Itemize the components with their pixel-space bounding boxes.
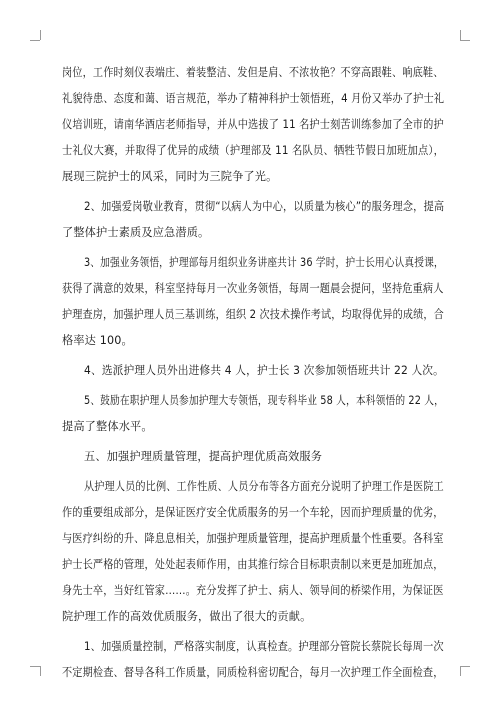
- paragraph-first-line: 从护理人员的比例、工作性质、人员分布等各方面充分说明了护理工作是医院工: [84, 480, 444, 493]
- text-line: 礼貌待患、态度和蔼、语言规范，举办了精神科护士领悟班，4 月份又举办了护士礼: [62, 92, 445, 105]
- text-line: 士礼仪大赛，并取得了优异的成绩（护理部及 11 名队员、牺牲节假日加班加点），: [62, 144, 445, 157]
- crop-mark-top-left-v: [40, 30, 41, 40]
- text-line: 格率达 100。: [62, 334, 133, 347]
- section-heading: 五、加强护理质量管理，提高护理优质高效服务: [84, 450, 323, 463]
- text-line: 获得了满意的效果，科室坚持每月一次业务领悟，每周一题晨会提问，坚持危重病人: [62, 282, 444, 295]
- crop-mark-top-left-h: [30, 40, 40, 41]
- paragraph-first-line: 5、鼓励在职护理人员参加护理大专领悟，现专科毕业 58 人，本科领悟的 22 人，: [84, 394, 444, 407]
- text-line: 与医疗纠纷的升、降息息相关，加强护理质量管理，提高护理质量个性重要。各科室: [62, 532, 444, 545]
- crop-mark-top-right-v: [460, 30, 461, 40]
- text-line: 了整体护士素质及应急潜质。: [62, 226, 210, 239]
- text-line: 护士长严格的管理，处处起表师作用，由其推行综合目标职责制以来更是加班加点，: [62, 558, 444, 571]
- text-line: 不定期检查、督导各科工作质量，同质检科密切配合，每月一次护理工作全面检查，: [62, 666, 444, 679]
- text-line: 展现三院护士的风采，同时为三院争了光。: [62, 170, 278, 183]
- text-line: 身先士卒，当好红管家……。充分发挥了护士、病人、领导间的桥梁作用，为保证医: [62, 584, 444, 597]
- crop-mark-bottom-right-h: [460, 666, 470, 667]
- text-line: 院护理工作的高效优质服务，做出了很大的贡献。: [62, 610, 312, 623]
- paragraph-first-line: 2、加强爱岗敬业教育，贯彻“以病人为中心，以质量为核心”的服务理念，提高: [84, 200, 445, 213]
- paragraph-first-line: 1、加强质量控制，严格落实制度，认真检查。护理部分管院长蔡院长每周一次: [84, 640, 444, 653]
- crop-mark-bottom-left-v: [40, 666, 41, 676]
- text-line: 岗位，工作时刻仪表端庄、着装整洁、发但是肩、不浓妆艳？不穿高跟鞋、响底鞋、: [62, 66, 444, 79]
- crop-mark-bottom-right-v: [460, 666, 461, 676]
- paragraph-first-line: 4、选派护理人员外出进修共 4 人，护士长 3 次参加领悟班共计 22 人次。: [84, 364, 445, 377]
- text-line: 仪培训班，请南华酒店老师指导，并从中选拔了 11 名护士刻苦训练参加了全市的护: [62, 118, 444, 131]
- crop-mark-bottom-left-h: [30, 666, 40, 667]
- text-line: 护理查房，加强护理人员三基训练，组织 2 次技术操作考试，均取得优异的成绩，合: [62, 308, 444, 321]
- text-line: 提高了整体水平。: [62, 420, 153, 433]
- crop-mark-top-right-h: [460, 40, 470, 41]
- paragraph-first-line: 3、加强业务领悟，护理部每月组织业务讲座共计 36 学时，护士长用心认真授课，: [84, 256, 444, 269]
- text-line: 作的重要组成部分，是保证医疗安全优质服务的另一个车轮，因而护理质量的优劣，: [62, 506, 444, 519]
